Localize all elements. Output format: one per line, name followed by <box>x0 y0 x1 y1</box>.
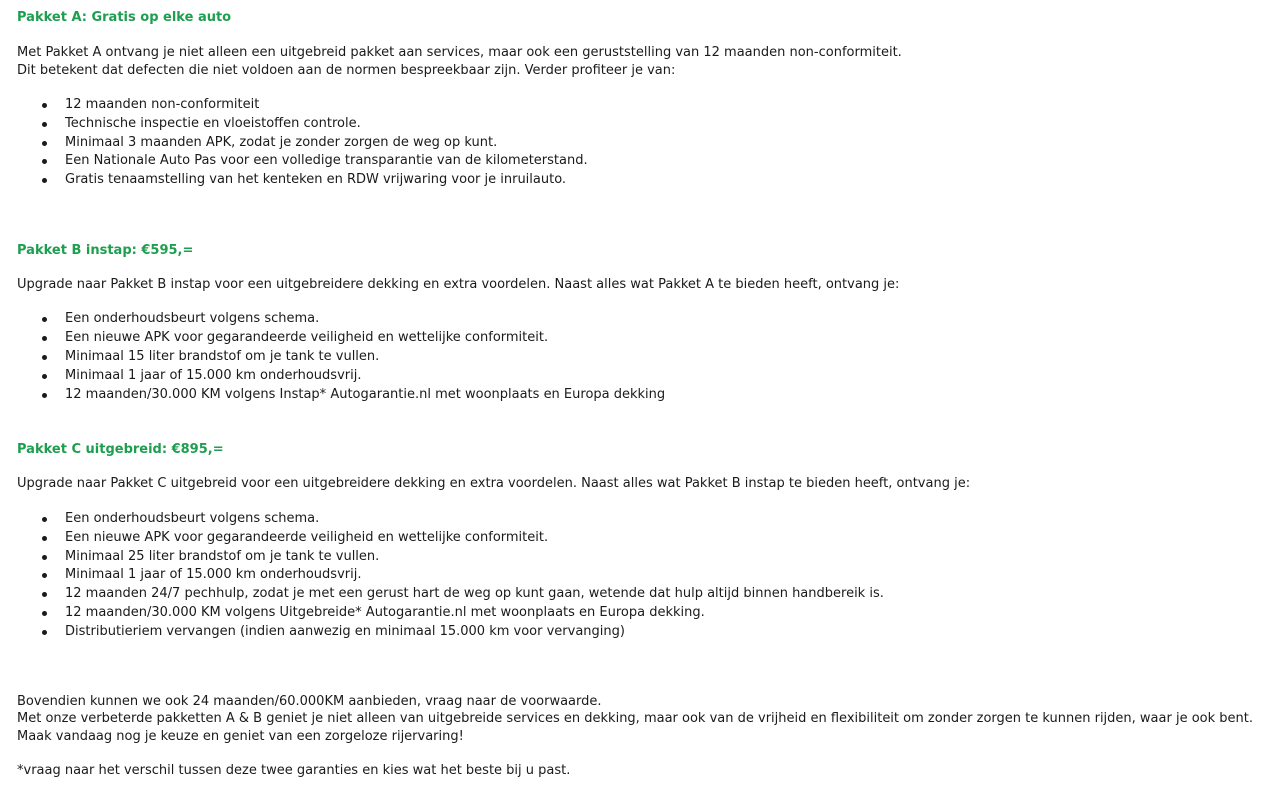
pakket-a-intro-line: Dit betekent dat defecten die niet voldoen aan de normen bespreekbaar zijn. Verder profiteer je van: <box>17 62 676 78</box>
footer-note <box>17 762 1257 780</box>
list-item <box>17 171 1257 190</box>
bullet-icon <box>42 630 47 635</box>
list-item <box>17 367 1257 386</box>
list-item-text: Minimaal 15 liter brandstof om je tank te vullen. <box>65 349 380 365</box>
pakket-a-intro <box>17 44 1257 79</box>
list-item-text: Distributieriem vervangen (indien aanwezig en minimaal 15.000 km voor vervanging) <box>65 623 625 639</box>
bullet-icon <box>42 374 47 379</box>
pakket-c-title: Pakket C uitgebreid: €895,= <box>17 442 224 458</box>
pakket-c-list <box>17 510 1257 642</box>
list-item-text: Minimaal 3 maanden APK, zodat je zonder zorgen de weg op kunt. <box>65 134 498 150</box>
bullet-icon <box>42 592 47 597</box>
bullet-icon <box>42 317 47 322</box>
bullet-icon <box>42 122 47 127</box>
list-item <box>17 510 1257 529</box>
bullet-icon <box>42 355 47 360</box>
list-item-text: Een onderhoudsbeurt volgens schema. <box>65 510 320 526</box>
pakket-c-intro-line: Upgrade naar Pakket C uitgebreid voor een uitgebreidere dekking en extra voordelen. Naast alles wat Pakket B instap te bieden heeft, ontvang je: <box>17 476 971 492</box>
bullet-icon <box>42 159 47 164</box>
bullet-icon <box>42 536 47 541</box>
list-item-text: Een Nationale Auto Pas voor een volledige transparantie van de kilometerstand. <box>65 153 588 169</box>
pakket-b-intro <box>17 276 1257 294</box>
footer-line: Bovendien kunnen we ook 24 maanden/60.000KM aanbieden, vraag naar de voorwaarde. <box>17 693 602 709</box>
list-item <box>17 548 1257 567</box>
pakket-a-section <box>17 9 1257 190</box>
list-item-text: 12 maanden non-conformiteit <box>65 97 260 112</box>
footer-line: Maak vandaag nog je keuze en geniet van een zorgeloze rijervaring! <box>17 728 464 744</box>
list-item <box>17 115 1257 134</box>
list-item-text: Gratis tenaamstelling van het kenteken en RDW vrijwaring voor je inruilauto. <box>65 172 567 188</box>
footer-section <box>17 693 1257 780</box>
list-item-text: 12 maanden/30.000 KM volgens Instap* Autogarantie.nl met woonplaats en Europa dekking <box>65 386 666 402</box>
bullet-icon <box>42 517 47 522</box>
bullet-icon <box>42 555 47 560</box>
footer-text <box>17 693 1257 746</box>
list-item <box>17 134 1257 153</box>
list-item-text: Een nieuwe APK voor gegarandeerde veiligheid en wettelijke conformiteit. <box>65 330 549 346</box>
pakket-b-list <box>17 310 1257 404</box>
list-item <box>17 585 1257 604</box>
pakket-a-intro-line: Met Pakket A ontvang je niet alleen een uitgebreid pakket aan services, maar ook een geruststelling van 12 maanden non-conformiteit. <box>17 45 902 60</box>
bullet-icon <box>42 611 47 616</box>
bullet-icon <box>42 393 47 398</box>
list-item-text: Minimaal 25 liter brandstof om je tank te vullen. <box>65 548 380 564</box>
list-item <box>17 529 1257 548</box>
bullet-icon <box>42 103 47 108</box>
list-item-text: Minimaal 1 jaar of 15.000 km onderhoudsvrij. <box>65 567 362 583</box>
list-item <box>17 623 1257 642</box>
list-item-text: Een onderhoudsbeurt volgens schema. <box>65 311 320 327</box>
list-item-text: Een nieuwe APK voor gegarandeerde veiligheid en wettelijke conformiteit. <box>65 529 549 545</box>
list-item <box>17 566 1257 585</box>
pakket-c-intro <box>17 475 1257 493</box>
bullet-icon <box>42 573 47 578</box>
footer-line: Met onze verbeterde pakketten A & B geniet je niet alleen van uitgebreide services en dekking, maar ook van de vrijheid en flexibiliteit om zonder zorgen te kunnen rijden, waar je ook bent. <box>17 711 1253 727</box>
pakket-a-title: Pakket A: Gratis op elke auto <box>17 10 232 25</box>
list-item-text: Technische inspectie en vloeistoffen controle. <box>65 115 361 131</box>
footer-note-line: *vraag naar het verschil tussen deze twee garanties en kies wat het beste bij u past. <box>17 763 571 779</box>
list-item <box>17 152 1257 171</box>
pakket-b-intro-line: Upgrade naar Pakket B instap voor een uitgebreidere dekking en extra voordelen. Naast alles wat Pakket A te bieden heeft, ontvang je: <box>17 276 900 292</box>
list-item <box>17 604 1257 623</box>
bullet-icon <box>42 141 47 146</box>
bullet-icon <box>42 178 47 183</box>
list-item <box>17 96 1257 115</box>
list-item <box>17 329 1257 348</box>
pakket-b-title: Pakket B instap: €595,= <box>17 242 194 258</box>
list-item-text: 12 maanden/30.000 KM volgens Uitgebreide* Autogarantie.nl met woonplaats en Europa dekking. <box>65 604 705 620</box>
list-item-text: Minimaal 1 jaar of 15.000 km onderhoudsvrij. <box>65 367 362 383</box>
pakket-b-section <box>17 242 1257 404</box>
list-item-text: 12 maanden 24/7 pechhulp, zodat je met een gerust hart de weg op kunt gaan, wetende dat hulp altijd binnen handbereik is. <box>65 586 884 602</box>
pakket-a-list <box>17 96 1257 190</box>
document <box>17 9 1257 780</box>
bullet-icon <box>42 336 47 341</box>
list-item <box>17 386 1257 405</box>
pakket-c-section <box>17 441 1257 641</box>
list-item <box>17 310 1257 329</box>
list-item <box>17 348 1257 367</box>
